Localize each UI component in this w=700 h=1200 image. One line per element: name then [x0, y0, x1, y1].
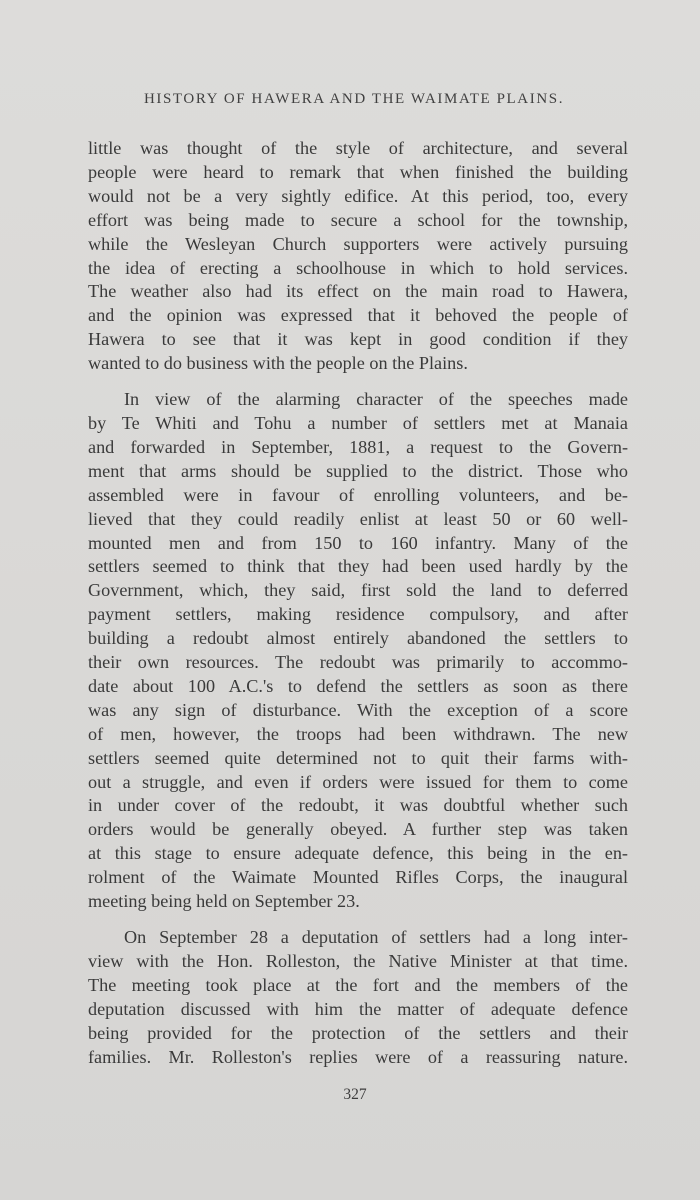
text-line: the idea of erecting a schoolhouse in which to hold services.	[88, 257, 628, 278]
text-line: assembled were in favour of enrolling volunteers, and be-	[88, 484, 628, 505]
text-line: by Te Whiti and Tohu a number of settlers met at Manaia	[88, 412, 628, 433]
page-number: 327	[343, 1086, 367, 1103]
text-line: would not be a very sightly edifice. At this period, too, every	[88, 185, 628, 206]
text-line: effort was being made to secure a school for the township,	[88, 209, 628, 230]
text-line: orders would be generally obeyed. A further step was taken	[88, 819, 628, 840]
text-line: out a struggle, and even if orders were issued for them to come	[88, 771, 628, 792]
text-line: view with the Hon. Rolleston, the Native Minister at that time.	[88, 950, 628, 971]
text-line: at this stage to ensure adequate defence, this being in the en-	[88, 843, 628, 864]
paragraph-1	[88, 137, 628, 376]
text-line: their own resources. The redoubt was primarily to accommo-	[88, 652, 628, 673]
text-line: building a redoubt almost entirely abandoned the settlers to	[88, 628, 628, 649]
text-line: wanted to do business with the people on the Plains.	[88, 353, 468, 374]
paragraph-2	[88, 388, 628, 914]
text-line: On September 28 a deputation of settlers had a long inter-	[124, 927, 628, 947]
text-line: settlers seemed to think that they had been used hardly by the	[88, 556, 628, 577]
text-line: was any sign of disturbance. With the exception of a score	[88, 699, 628, 720]
text-line: and forwarded in September, 1881, a request to the Govern-	[88, 436, 628, 457]
text-line: The weather also had its effect on the main road to Hawera,	[88, 281, 628, 302]
body-text	[88, 137, 628, 1069]
text-line: being provided for the protection of the settlers and their	[88, 1022, 628, 1043]
text-line: rolment of the Waimate Mounted Rifles Corps, the inaugural	[88, 867, 628, 888]
text-line: little was thought of the style of architecture, and several	[88, 138, 628, 158]
text-line: meeting being held on September 23.	[88, 891, 360, 912]
text-line: payment settlers, making residence compulsory, and after	[88, 604, 628, 625]
text-line: of men, however, the troops had been withdrawn. The new	[88, 723, 628, 744]
text-line: The meeting took place at the fort and the members of the	[88, 974, 628, 995]
text-line: while the Wesleyan Church supporters were actively pursuing	[88, 233, 628, 254]
text-line: mounted men and from 150 to 160 infantry. Many of the	[88, 532, 628, 553]
text-line: people were heard to remark that when finished the building	[88, 161, 628, 182]
text-line: Government, which, they said, first sold the land to deferred	[88, 580, 628, 601]
running-head-title: HISTORY OF HAWERA AND THE WAIMATE PLAINS.	[143, 91, 565, 107]
text-line: ment that arms should be supplied to the district. Those who	[88, 460, 628, 481]
paragraph-3	[88, 926, 628, 1069]
text-line: in under cover of the redoubt, it was doubtful whether such	[88, 795, 628, 816]
text-line: date about 100 A.C.'s to defend the settlers as soon as there	[88, 675, 628, 696]
text-line: deputation discussed with him the matter of adequate defence	[88, 998, 628, 1019]
text-line: and the opinion was expressed that it behoved the people of	[88, 305, 628, 326]
text-line: lieved that they could readily enlist at least 50 or 60 well-	[88, 508, 628, 529]
text-line: settlers seemed quite determined not to quit their farms with-	[88, 747, 628, 768]
text-line: families. Mr. Rolleston's replies were of a reassuring nature.	[88, 1046, 628, 1067]
text-line: Hawera to see that it was kept in good condition if they	[88, 329, 628, 350]
text-line: In view of the alarming character of the speeches made	[124, 389, 628, 410]
